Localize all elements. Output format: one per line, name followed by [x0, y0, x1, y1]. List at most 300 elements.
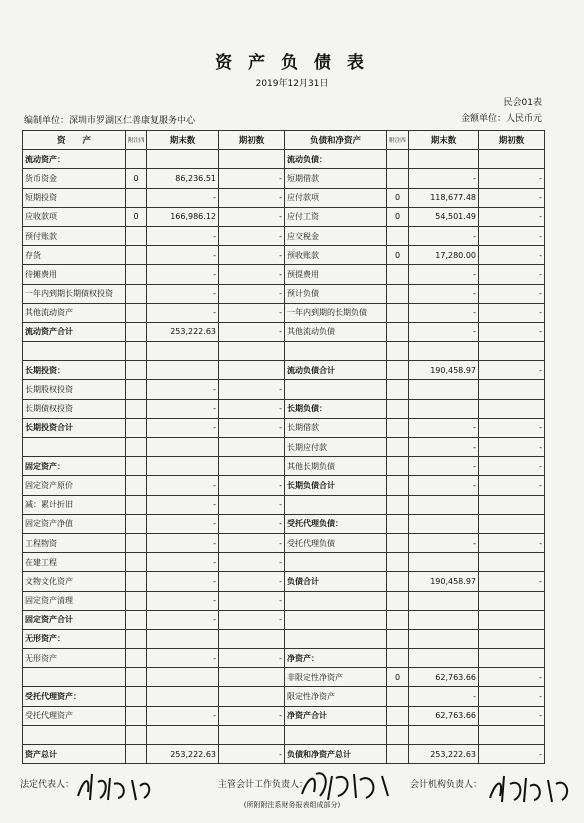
- asset-begin-value: -: [219, 188, 285, 207]
- table-row: [23, 476, 545, 495]
- asset-end-value: [147, 150, 219, 169]
- agency-head-label: 会计机构负责人：: [410, 780, 483, 790]
- asset-begin-value: -: [219, 226, 285, 245]
- liability-end-value: [409, 399, 479, 418]
- asset-note: [126, 533, 147, 552]
- asset-end-value: [147, 629, 219, 648]
- header-note-2: 附注四: [387, 131, 409, 150]
- asset-note: [126, 629, 147, 648]
- asset-label: [23, 342, 126, 361]
- asset-label: [23, 725, 126, 744]
- asset-note: [126, 572, 147, 591]
- liability-begin-value: -: [479, 457, 545, 476]
- asset-end-value: [147, 725, 219, 744]
- liability-end-value: [409, 610, 479, 629]
- asset-label: 无形资产：: [23, 629, 126, 648]
- asset-end-value: 86,236.51: [147, 169, 219, 188]
- liability-note: [387, 745, 409, 764]
- liability-begin-value: -: [479, 246, 545, 265]
- asset-note: [126, 226, 147, 245]
- header-note: 附注四: [126, 131, 147, 150]
- header-end-2: 期末数: [409, 131, 479, 150]
- table-row: [23, 380, 545, 399]
- table-row: [23, 322, 545, 341]
- legal-rep-label: 法定代表人：: [20, 780, 75, 790]
- liability-note: [387, 514, 409, 533]
- liability-begin-value: -: [479, 322, 545, 341]
- liability-label: 流动负债合计: [285, 361, 387, 380]
- liability-label: 限定性净资产: [285, 687, 387, 706]
- liability-begin-value: -: [479, 476, 545, 495]
- asset-end-value: -: [147, 284, 219, 303]
- table-row: [23, 706, 545, 725]
- liability-begin-value: [479, 610, 545, 629]
- liability-label: 非限定性净资产: [285, 668, 387, 687]
- liability-end-value: 190,458.97: [409, 572, 479, 591]
- table-header-row: [23, 131, 545, 150]
- liability-begin-value: -: [479, 188, 545, 207]
- header-begin-2: 期初数: [479, 131, 545, 150]
- table-row: [23, 207, 545, 226]
- liability-label: 其他流动负债: [285, 322, 387, 341]
- asset-end-value: -: [147, 399, 219, 418]
- liability-label: 预计负债: [285, 284, 387, 303]
- asset-note: [126, 246, 147, 265]
- asset-label: 工程物资: [23, 533, 126, 552]
- asset-end-value: -: [147, 418, 219, 437]
- liability-end-value: [409, 342, 479, 361]
- asset-end-value: -: [147, 265, 219, 284]
- asset-begin-value: [219, 150, 285, 169]
- table-row: [23, 553, 545, 572]
- asset-end-value: -: [147, 649, 219, 668]
- header-begin: 期初数: [219, 131, 285, 150]
- liability-begin-value: [479, 553, 545, 572]
- liability-end-value: -: [409, 265, 479, 284]
- liability-begin-value: [479, 591, 545, 610]
- asset-label: 长期投资合计: [23, 418, 126, 437]
- liability-end-value: 17,280.00: [409, 246, 479, 265]
- asset-begin-value: -: [219, 380, 285, 399]
- asset-end-value: -: [147, 610, 219, 629]
- asset-end-value: -: [147, 380, 219, 399]
- liability-begin-value: [479, 725, 545, 744]
- asset-begin-value: [219, 687, 285, 706]
- table-row: [23, 725, 545, 744]
- asset-label: 固定资产合计: [23, 610, 126, 629]
- asset-note: [126, 649, 147, 668]
- liability-begin-value: -: [479, 265, 545, 284]
- footer-note: (所附附注系财务报表组成部分): [243, 801, 341, 809]
- asset-note: [126, 342, 147, 361]
- asset-begin-value: -: [219, 399, 285, 418]
- asset-note: [126, 361, 147, 380]
- liability-note: [387, 495, 409, 514]
- liability-end-value: [409, 380, 479, 399]
- liability-begin-value: [479, 342, 545, 361]
- liability-end-value: 62,763.66: [409, 706, 479, 725]
- liability-end-value: -: [409, 476, 479, 495]
- table-row: [23, 150, 545, 169]
- asset-begin-value: -: [219, 265, 285, 284]
- asset-begin-value: [219, 438, 285, 457]
- table-row: [23, 246, 545, 265]
- liability-label: 长期借款: [285, 418, 387, 437]
- liability-label: 净资产合计: [285, 706, 387, 725]
- liability-note: [387, 265, 409, 284]
- asset-note: [126, 706, 147, 725]
- asset-begin-value: [219, 629, 285, 648]
- liability-label: [285, 591, 387, 610]
- liability-begin-value: -: [479, 169, 545, 188]
- asset-end-value: -: [147, 572, 219, 591]
- table-row: [23, 226, 545, 245]
- liability-label: [285, 342, 387, 361]
- liability-note: 0: [387, 207, 409, 226]
- asset-end-value: -: [147, 514, 219, 533]
- asset-begin-value: [219, 361, 285, 380]
- asset-end-value: [147, 361, 219, 380]
- liability-label: 长期负债合计: [285, 476, 387, 495]
- liability-label: 一年内到期的长期负债: [285, 303, 387, 322]
- asset-note: [126, 745, 147, 764]
- liability-label: 应交税金: [285, 226, 387, 245]
- liability-note: [387, 649, 409, 668]
- table-row: [23, 342, 545, 361]
- liability-begin-value: -: [479, 207, 545, 226]
- table-row: [23, 265, 545, 284]
- liability-begin-value: -: [479, 438, 545, 457]
- report-date: 2019年12月31日: [255, 79, 329, 89]
- asset-note: [126, 457, 147, 476]
- liability-note: [387, 361, 409, 380]
- table-row: [23, 399, 545, 418]
- liability-label: 净资产：: [285, 649, 387, 668]
- asset-label: 无形资产: [23, 649, 126, 668]
- liability-label: [285, 380, 387, 399]
- asset-note: [126, 687, 147, 706]
- asset-label: 预付账款: [23, 226, 126, 245]
- liability-begin-value: [479, 150, 545, 169]
- liability-begin-value: -: [479, 533, 545, 552]
- table-row: [23, 438, 545, 457]
- header-liab: 负债和净资产: [285, 131, 387, 150]
- asset-note: [126, 610, 147, 629]
- liability-label: 长期应付款: [285, 438, 387, 457]
- liability-begin-value: -: [479, 226, 545, 245]
- liability-begin-value: [479, 380, 545, 399]
- asset-end-value: 253,222.63: [147, 322, 219, 341]
- liability-end-value: 54,501.49: [409, 207, 479, 226]
- asset-label: 流动资产：: [23, 150, 126, 169]
- liability-note: 0: [387, 668, 409, 687]
- liability-end-value: -: [409, 457, 479, 476]
- liability-label: 负债合计: [285, 572, 387, 591]
- liability-label: 负债和净资产总计: [285, 745, 387, 764]
- asset-label: [23, 668, 126, 687]
- table-row: [23, 649, 545, 668]
- liability-note: [387, 380, 409, 399]
- asset-begin-value: -: [219, 706, 285, 725]
- asset-note: [126, 476, 147, 495]
- header-end: 期末数: [147, 131, 219, 150]
- liability-begin-value: [479, 514, 545, 533]
- liability-begin-value: -: [479, 418, 545, 437]
- table-row: [23, 533, 545, 552]
- asset-label: 长期投资：: [23, 361, 126, 380]
- header-asset: 资 产: [23, 131, 126, 150]
- liability-note: [387, 533, 409, 552]
- accounting-head-label: 主管会计工作负责人：: [218, 780, 309, 790]
- liability-begin-value: -: [479, 361, 545, 380]
- liability-note: [387, 322, 409, 341]
- liability-end-value: -: [409, 438, 479, 457]
- liability-note: [387, 553, 409, 572]
- asset-end-value: 166,986.12: [147, 207, 219, 226]
- asset-label: 减：累计折旧: [23, 495, 126, 514]
- currency-unit: 金额单位：人民币元: [460, 114, 542, 124]
- asset-end-value: -: [147, 188, 219, 207]
- liability-end-value: [409, 725, 479, 744]
- asset-label: 长期股权投资: [23, 380, 126, 399]
- asset-begin-value: -: [219, 476, 285, 495]
- liability-begin-value: -: [479, 687, 545, 706]
- asset-begin-value: -: [219, 322, 285, 341]
- liability-note: [387, 438, 409, 457]
- liability-end-value: -: [409, 284, 479, 303]
- table-row: [23, 668, 545, 687]
- asset-label: 货币资金: [23, 169, 126, 188]
- asset-begin-value: -: [219, 572, 285, 591]
- liability-end-value: [409, 553, 479, 572]
- table-row: [23, 572, 545, 591]
- table-row: [23, 188, 545, 207]
- liability-note: [387, 226, 409, 245]
- table-row: [23, 418, 545, 437]
- liability-label: [285, 495, 387, 514]
- liability-label: 长期负债：: [285, 399, 387, 418]
- asset-end-value: -: [147, 706, 219, 725]
- asset-end-value: -: [147, 553, 219, 572]
- table-row: [23, 361, 545, 380]
- liability-end-value: -: [409, 226, 479, 245]
- liability-end-value: -: [409, 169, 479, 188]
- liability-note: 0: [387, 246, 409, 265]
- asset-note: [126, 495, 147, 514]
- liability-note: [387, 169, 409, 188]
- page-title: 资 产 负 债 表: [215, 53, 369, 73]
- form-code: 民会01表: [503, 98, 542, 108]
- asset-end-value: -: [147, 591, 219, 610]
- asset-label: 待摊费用: [23, 265, 126, 284]
- liability-label: 预提费用: [285, 265, 387, 284]
- balance-sheet-table: [22, 130, 545, 764]
- liability-end-value: -: [409, 303, 479, 322]
- table-row: [23, 284, 545, 303]
- liability-label: 流动负债：: [285, 150, 387, 169]
- liability-end-value: [409, 649, 479, 668]
- liability-note: [387, 418, 409, 437]
- liability-note: [387, 399, 409, 418]
- asset-note: [126, 399, 147, 418]
- asset-begin-value: -: [219, 553, 285, 572]
- asset-label: 受托代理资产: [23, 706, 126, 725]
- liability-end-value: 62,763.66: [409, 668, 479, 687]
- liability-end-value: [409, 514, 479, 533]
- table-row: [23, 687, 545, 706]
- liability-label: [285, 553, 387, 572]
- asset-label: 流动资产合计: [23, 322, 126, 341]
- asset-note: [126, 725, 147, 744]
- asset-note: 0: [126, 207, 147, 226]
- asset-end-value: 253,222.63: [147, 745, 219, 764]
- asset-note: [126, 418, 147, 437]
- asset-begin-value: -: [219, 610, 285, 629]
- asset-label: 文物文化资产: [23, 572, 126, 591]
- asset-label: 固定资产清理: [23, 591, 126, 610]
- liability-label: [285, 610, 387, 629]
- asset-note: [126, 303, 147, 322]
- reporting-unit: 编制单位：深圳市罗湖区仁善康复服务中心: [24, 116, 196, 126]
- asset-begin-value: [219, 342, 285, 361]
- asset-begin-value: [219, 457, 285, 476]
- liability-note: [387, 476, 409, 495]
- asset-note: [126, 188, 147, 207]
- asset-begin-value: -: [219, 418, 285, 437]
- asset-begin-value: -: [219, 246, 285, 265]
- asset-label: 长期债权投资: [23, 399, 126, 418]
- liability-end-value: 118,677.48: [409, 188, 479, 207]
- asset-begin-value: -: [219, 495, 285, 514]
- asset-note: [126, 438, 147, 457]
- table-row: [23, 591, 545, 610]
- liability-note: [387, 342, 409, 361]
- liability-label: 应付工资: [285, 207, 387, 226]
- asset-note: [126, 284, 147, 303]
- liability-note: [387, 629, 409, 648]
- table-row: [23, 303, 545, 322]
- table-row: [23, 169, 545, 188]
- liability-label: 预收账款: [285, 246, 387, 265]
- liability-note: [387, 610, 409, 629]
- asset-label: 固定资产净值: [23, 514, 126, 533]
- asset-begin-value: -: [219, 514, 285, 533]
- asset-end-value: [147, 342, 219, 361]
- asset-begin-value: -: [219, 169, 285, 188]
- asset-end-value: -: [147, 476, 219, 495]
- asset-note: [126, 265, 147, 284]
- asset-label: 其他流动资产: [23, 303, 126, 322]
- asset-note: [126, 380, 147, 399]
- asset-note: [126, 668, 147, 687]
- liability-note: [387, 284, 409, 303]
- asset-label: 资产总计: [23, 745, 126, 764]
- asset-label: 应收款项: [23, 207, 126, 226]
- liability-end-value: [409, 629, 479, 648]
- liability-end-value: -: [409, 322, 479, 341]
- liability-begin-value: [479, 649, 545, 668]
- asset-label: 固定资产：: [23, 457, 126, 476]
- liability-label: 短期借款: [285, 169, 387, 188]
- liability-note: [387, 706, 409, 725]
- liability-note: [387, 687, 409, 706]
- liability-end-value: 190,458.97: [409, 361, 479, 380]
- table-row: [23, 610, 545, 629]
- liability-end-value: [409, 495, 479, 514]
- asset-begin-value: -: [219, 284, 285, 303]
- liability-end-value: -: [409, 533, 479, 552]
- liability-begin-value: [479, 495, 545, 514]
- liability-label: [285, 725, 387, 744]
- asset-label: 受托代理资产：: [23, 687, 126, 706]
- liability-label: 受托代理负债: [285, 533, 387, 552]
- asset-note: [126, 322, 147, 341]
- liability-note: [387, 572, 409, 591]
- asset-note: 0: [126, 169, 147, 188]
- liability-label: 受托代理负债：: [285, 514, 387, 533]
- asset-end-value: [147, 668, 219, 687]
- liability-end-value: 253,222.63: [409, 745, 479, 764]
- liability-begin-value: -: [479, 745, 545, 764]
- liability-label: 其他长期负债: [285, 457, 387, 476]
- asset-end-value: [147, 457, 219, 476]
- asset-begin-value: -: [219, 207, 285, 226]
- asset-label: 在建工程: [23, 553, 126, 572]
- asset-end-value: -: [147, 226, 219, 245]
- asset-note: [126, 514, 147, 533]
- liability-end-value: [409, 591, 479, 610]
- liability-end-value: [409, 150, 479, 169]
- asset-label: [23, 438, 126, 457]
- liability-begin-value: -: [479, 303, 545, 322]
- liability-note: 0: [387, 188, 409, 207]
- asset-label: 存货: [23, 246, 126, 265]
- asset-note: [126, 553, 147, 572]
- asset-end-value: -: [147, 246, 219, 265]
- asset-begin-value: [219, 725, 285, 744]
- liability-note: [387, 303, 409, 322]
- asset-label: 一年内到期长期债权投资: [23, 284, 126, 303]
- asset-begin-value: -: [219, 533, 285, 552]
- table-row: [23, 745, 545, 764]
- liability-label: 应付款项: [285, 188, 387, 207]
- asset-end-value: -: [147, 533, 219, 552]
- asset-end-value: -: [147, 495, 219, 514]
- asset-begin-value: -: [219, 745, 285, 764]
- liability-begin-value: -: [479, 284, 545, 303]
- liability-begin-value: -: [479, 706, 545, 725]
- asset-begin-value: -: [219, 591, 285, 610]
- liability-begin-value: -: [479, 572, 545, 591]
- asset-begin-value: -: [219, 303, 285, 322]
- liability-begin-value: -: [479, 668, 545, 687]
- asset-note: [126, 591, 147, 610]
- liability-end-value: -: [409, 687, 479, 706]
- liability-note: [387, 150, 409, 169]
- liability-note: [387, 591, 409, 610]
- asset-end-value: -: [147, 303, 219, 322]
- liability-label: [285, 629, 387, 648]
- liability-end-value: -: [409, 418, 479, 437]
- liability-begin-value: [479, 629, 545, 648]
- asset-end-value: [147, 438, 219, 457]
- asset-label: 短期投资: [23, 188, 126, 207]
- asset-end-value: [147, 687, 219, 706]
- table-row: [23, 457, 545, 476]
- asset-label: 固定资产原价: [23, 476, 126, 495]
- table-row: [23, 514, 545, 533]
- table-row: [23, 495, 545, 514]
